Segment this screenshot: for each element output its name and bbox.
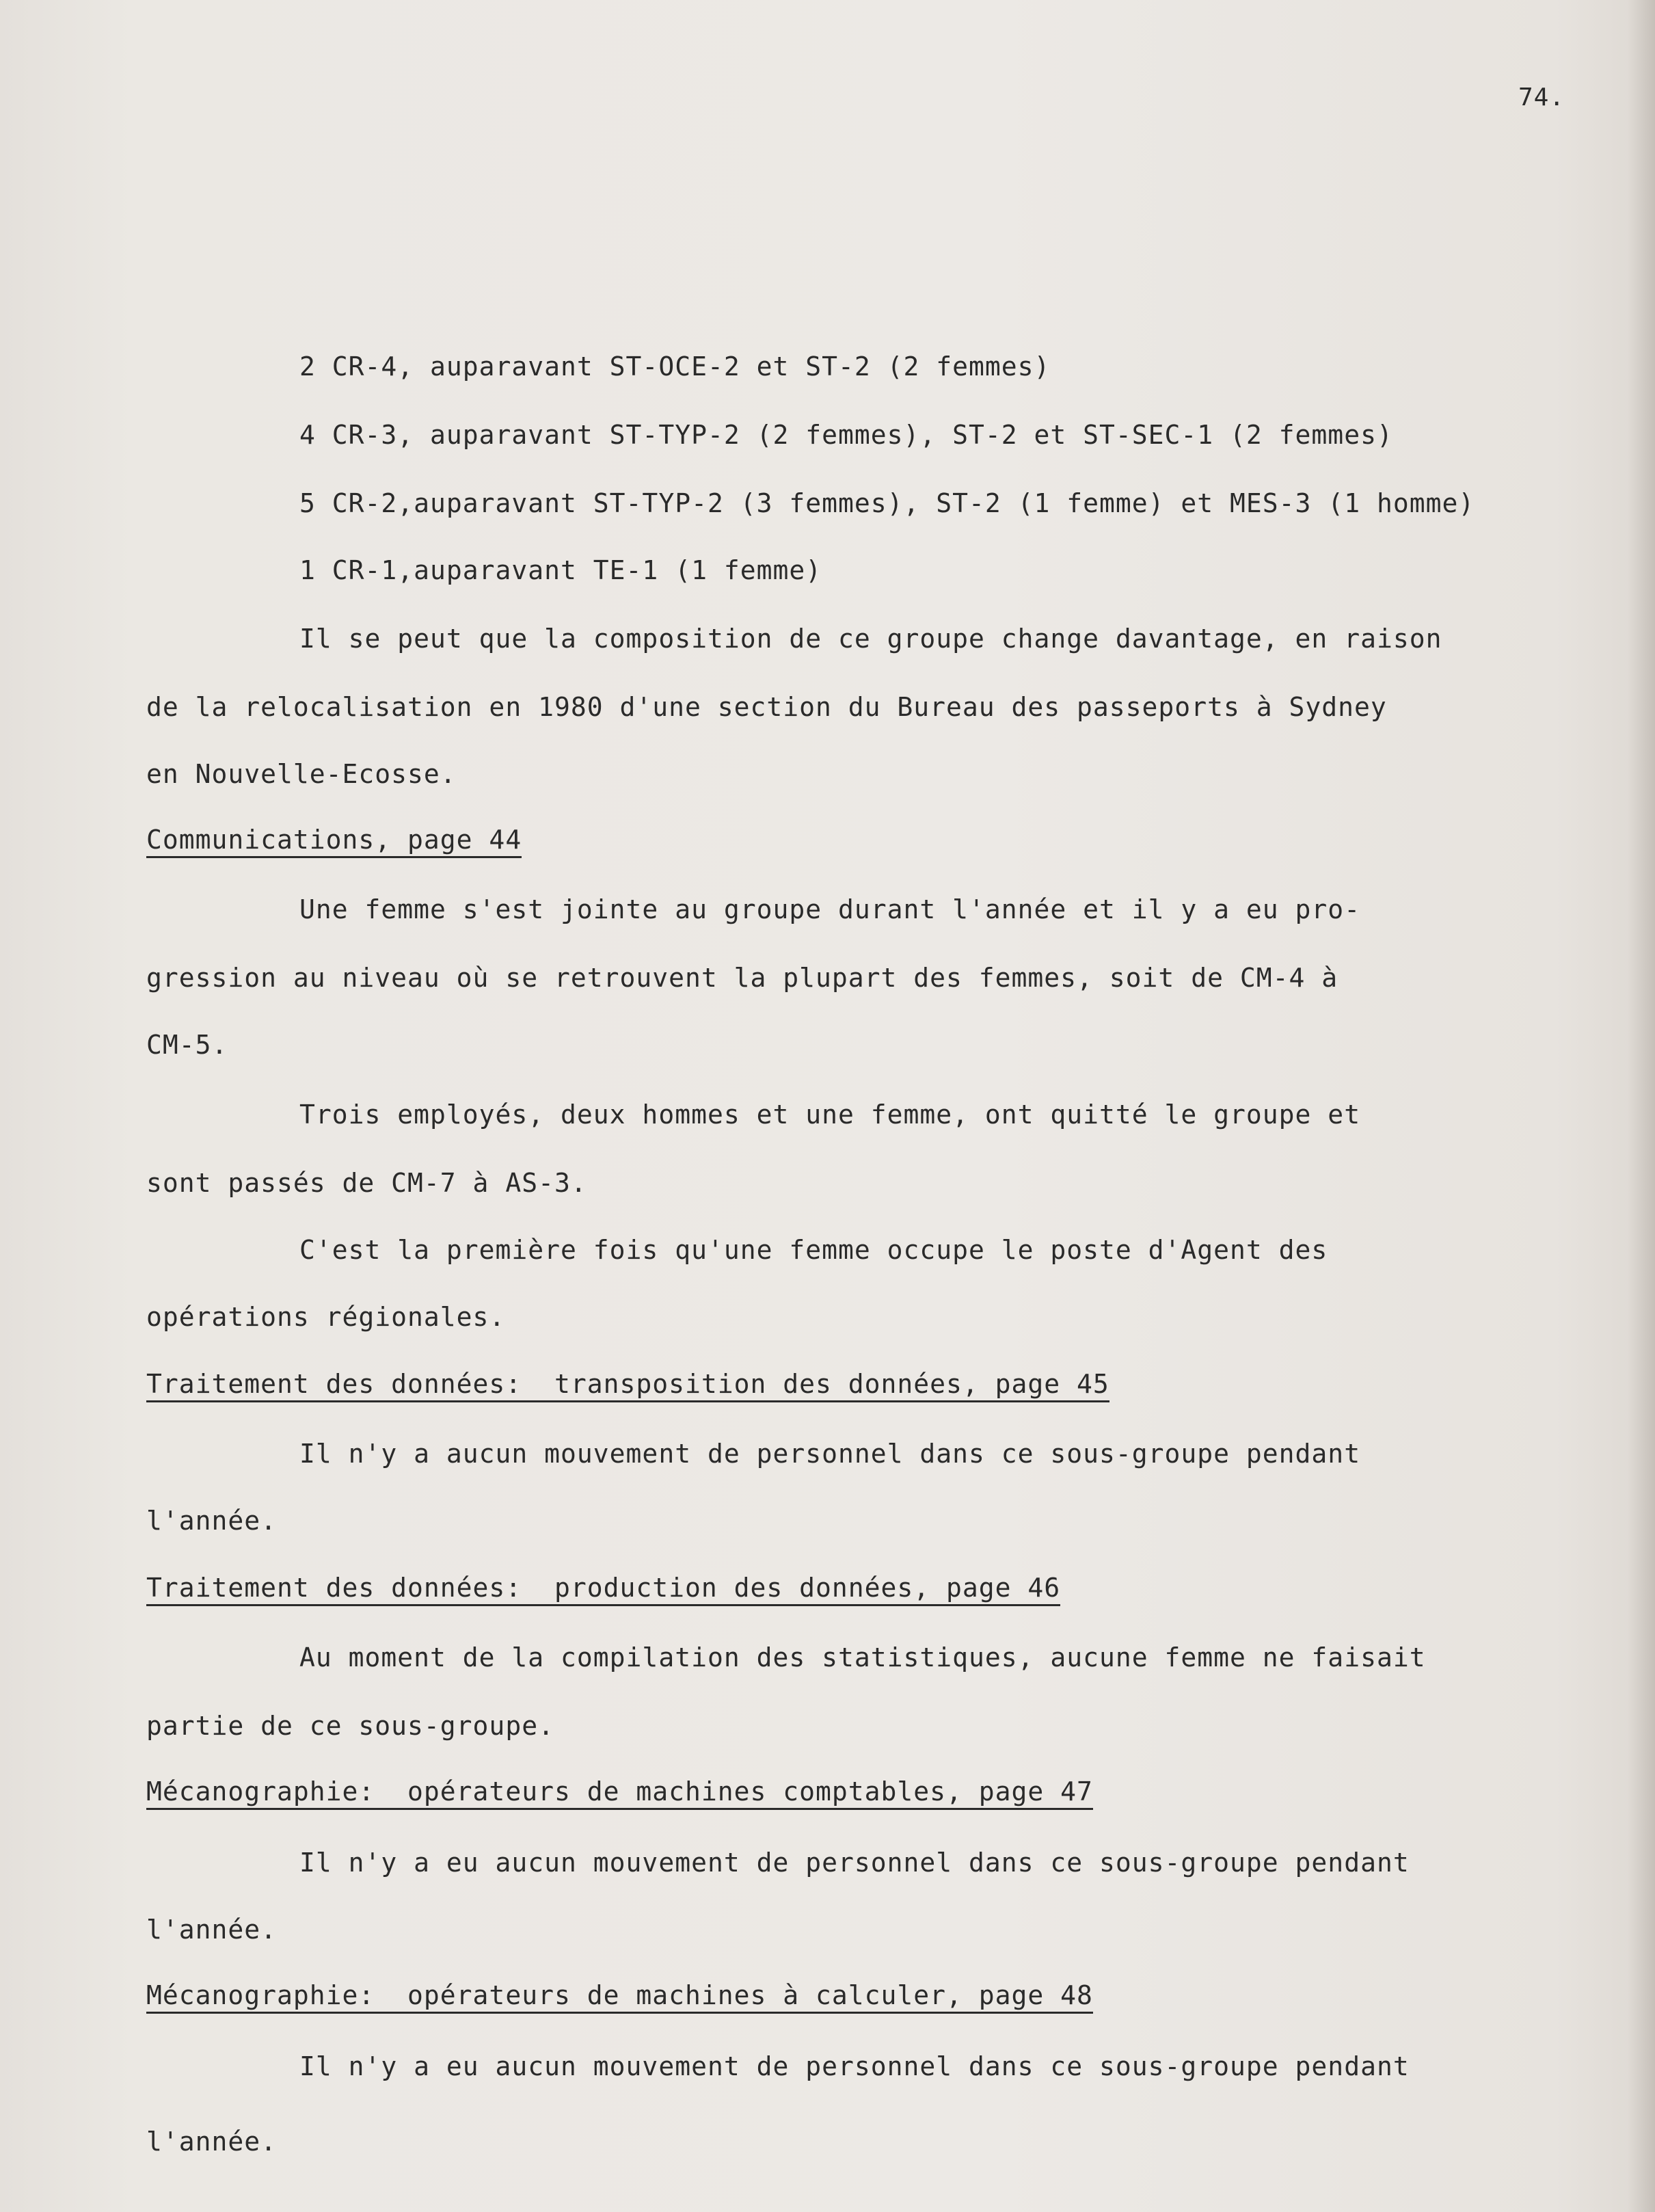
section-heading-comptables: Mécanographie: opérateurs de machines comptables, page 47 (146, 1776, 1093, 1810)
list-item: 2 CR-4, auparavant ST-OCE-2 et ST-2 (2 femmes) (299, 351, 1051, 382)
paragraph-line: Il n'y a eu aucun mouvement de personnel dans ce sous-groupe pendant (299, 2051, 1410, 2081)
page-edge-shadow (1628, 0, 1655, 2212)
section-heading-transposition: Traitement des données: transposition des données, page 45 (146, 1369, 1109, 1402)
section-heading-communications: Communications, page 44 (146, 825, 522, 858)
paragraph-line: CM-5. (146, 1030, 228, 1060)
paragraph-line: l'année. (146, 2127, 278, 2157)
paragraph-line: Une femme s'est jointe au groupe durant l'année et il y a eu pro- (299, 894, 1361, 924)
paragraph-line: de la relocalisation en 1980 d'une section du Bureau des passeports à Sydney (146, 692, 1387, 722)
paragraph-line: Il n'y a eu aucun mouvement de personnel dans ce sous-groupe pendant (299, 1848, 1410, 1878)
paragraph-line: Trois employés, deux hommes et une femme, ont quitté le groupe et (299, 1100, 1361, 1130)
paragraph-line: partie de ce sous-groupe. (146, 1711, 554, 1741)
paragraph-line: C'est la première fois qu'une femme occupe le poste d'Agent des (299, 1235, 1328, 1265)
paragraph-line: en Nouvelle-Ecosse. (146, 759, 457, 789)
list-item: 5 CR-2,auparavant ST-TYP-2 (3 femmes), ST-2 (1 femme) et MES-3 (1 homme) (299, 488, 1475, 518)
section-heading-calculer: Mécanographie: opérateurs de machines à calculer, page 48 (146, 1980, 1093, 2014)
section-heading-production: Traitement des données: production des données, page 46 (146, 1573, 1060, 1606)
paragraph-line: l'année. (146, 1506, 278, 1536)
paragraph-line: Il se peut que la composition de ce groupe change davantage, en raison (299, 624, 1442, 654)
paragraph-line: gression au niveau où se retrouvent la plupart des femmes, soit de CM-4 à (146, 963, 1338, 993)
paragraph-line: Il n'y a aucun mouvement de personnel dans ce sous-groupe pendant (299, 1439, 1361, 1469)
page-number: 74. (1518, 83, 1565, 111)
paragraph-line: l'année. (146, 1915, 278, 1945)
paragraph-line: sont passés de CM-7 à AS-3. (146, 1168, 587, 1198)
paragraph-line: Au moment de la compilation des statistiques, aucune femme ne faisait (299, 1642, 1426, 1673)
list-item: 1 CR-1,auparavant TE-1 (1 femme) (299, 555, 822, 585)
paragraph-line: opérations régionales. (146, 1302, 506, 1332)
list-item: 4 CR-3, auparavant ST-TYP-2 (2 femmes), ST-2 et ST-SEC-1 (2 femmes) (299, 420, 1393, 450)
